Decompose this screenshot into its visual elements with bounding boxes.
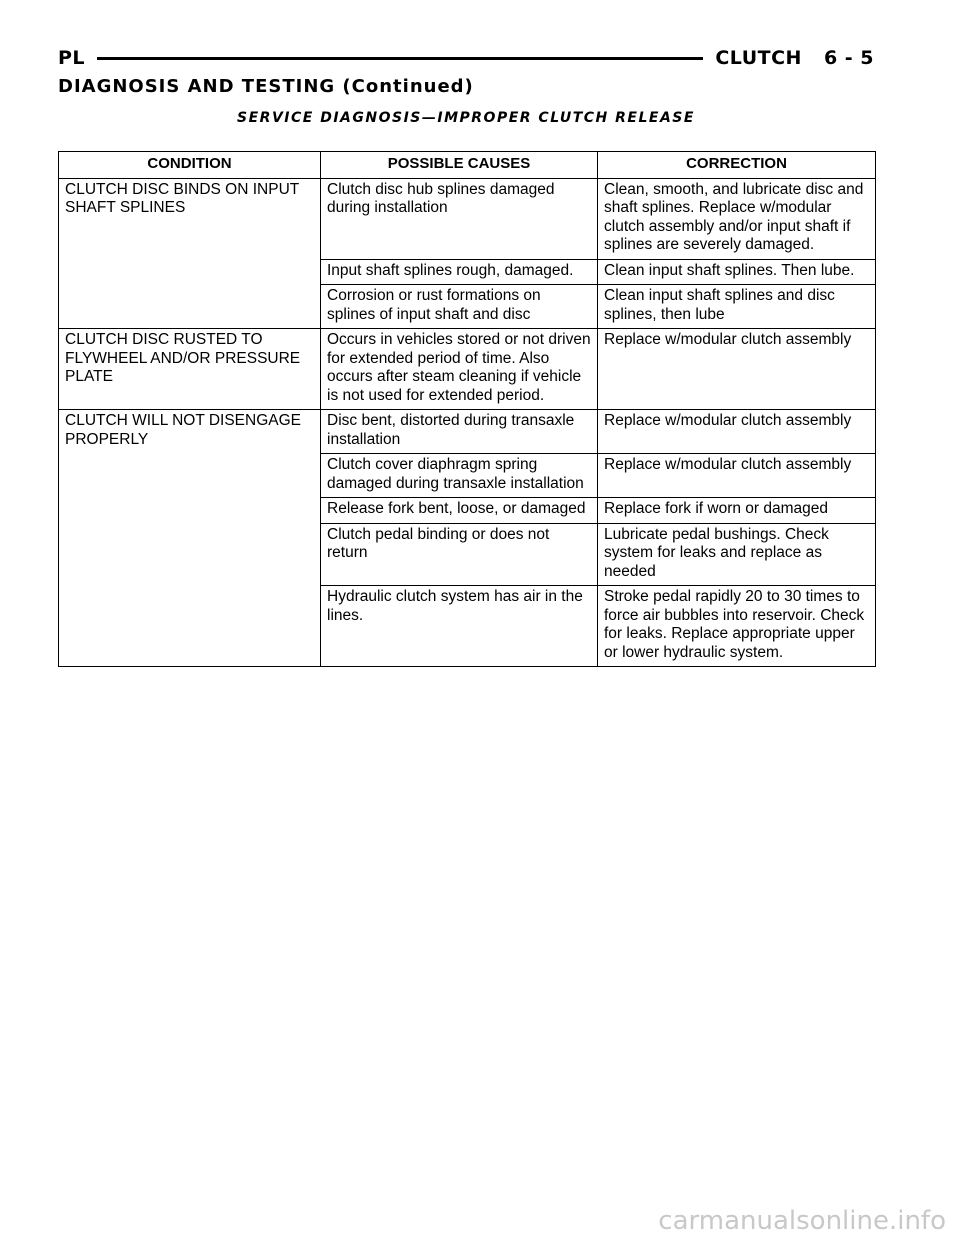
cause-cell: Corrosion or rust formations on splines of input shaft and disc (321, 285, 598, 329)
correction-cell: Stroke pedal rapidly 20 to 30 times to force air bubbles into reservoir. Check for leaks. Replace appropriate upper or lower hydraulic system. (598, 586, 876, 667)
page-number: 6 - 5 (823, 47, 874, 69)
table-header-row (59, 152, 876, 179)
cause-cell: Hydraulic clutch system has air in the lines. (321, 586, 598, 667)
correction-cell: Clean input shaft splines and disc splines, then lube (598, 285, 876, 329)
table-row (59, 410, 876, 454)
condition-cell: CLUTCH DISC BINDS ON INPUT SHAFT SPLINES (59, 178, 321, 329)
table-title: SERVICE DIAGNOSIS—IMPROPER CLUTCH RELEASE (237, 110, 695, 126)
condition-cell: CLUTCH DISC RUSTED TO FLYWHEEL AND/OR PRESSURE PLATE (59, 329, 321, 410)
correction-cell: Replace w/modular clutch assembly (598, 329, 876, 410)
header-right (715, 47, 874, 69)
watermark: carmanualsonline.info (658, 1206, 946, 1236)
cause-cell: Occurs in vehicles stored or not driven for extended period of time. Also occurs after steam cleaning if vehicle is not used for extended period. (321, 329, 598, 410)
cause-cell: Input shaft splines rough, damaged. (321, 259, 598, 285)
cause-cell: Clutch cover diaphragm spring damaged during transaxle installation (321, 454, 598, 498)
correction-cell: Clean input shaft splines. Then lube. (598, 259, 876, 285)
section-title: DIAGNOSIS AND TESTING (Continued) (58, 76, 474, 97)
section-name: CLUTCH (715, 47, 802, 69)
column-header-condition: CONDITION (59, 152, 321, 179)
cause-cell: Clutch disc hub splines damaged during installation (321, 178, 598, 259)
header-rule (97, 57, 703, 60)
table-row (59, 178, 876, 259)
correction-cell: Clean, smooth, and lubricate disc and shaft splines. Replace w/modular clutch assembly and/or input shaft if splines are severely damaged. (598, 178, 876, 259)
table-row (59, 329, 876, 410)
column-header-causes: POSSIBLE CAUSES (321, 152, 598, 179)
cause-cell: Disc bent, distorted during transaxle installation (321, 410, 598, 454)
correction-cell: Replace fork if worn or damaged (598, 498, 876, 524)
model-code: PL (58, 47, 86, 69)
condition-cell: CLUTCH WILL NOT DISENGAGE PROPERLY (59, 410, 321, 667)
correction-cell: Replace w/modular clutch assembly (598, 410, 876, 454)
cause-cell: Release fork bent, loose, or damaged (321, 498, 598, 524)
correction-cell: Replace w/modular clutch assembly (598, 454, 876, 498)
page-header (58, 42, 874, 74)
column-header-correction: CORRECTION (598, 152, 876, 179)
cause-cell: Clutch pedal binding or does not return (321, 523, 598, 586)
correction-cell: Lubricate pedal bushings. Check system for leaks and replace as needed (598, 523, 876, 586)
diagnosis-table (58, 151, 876, 667)
